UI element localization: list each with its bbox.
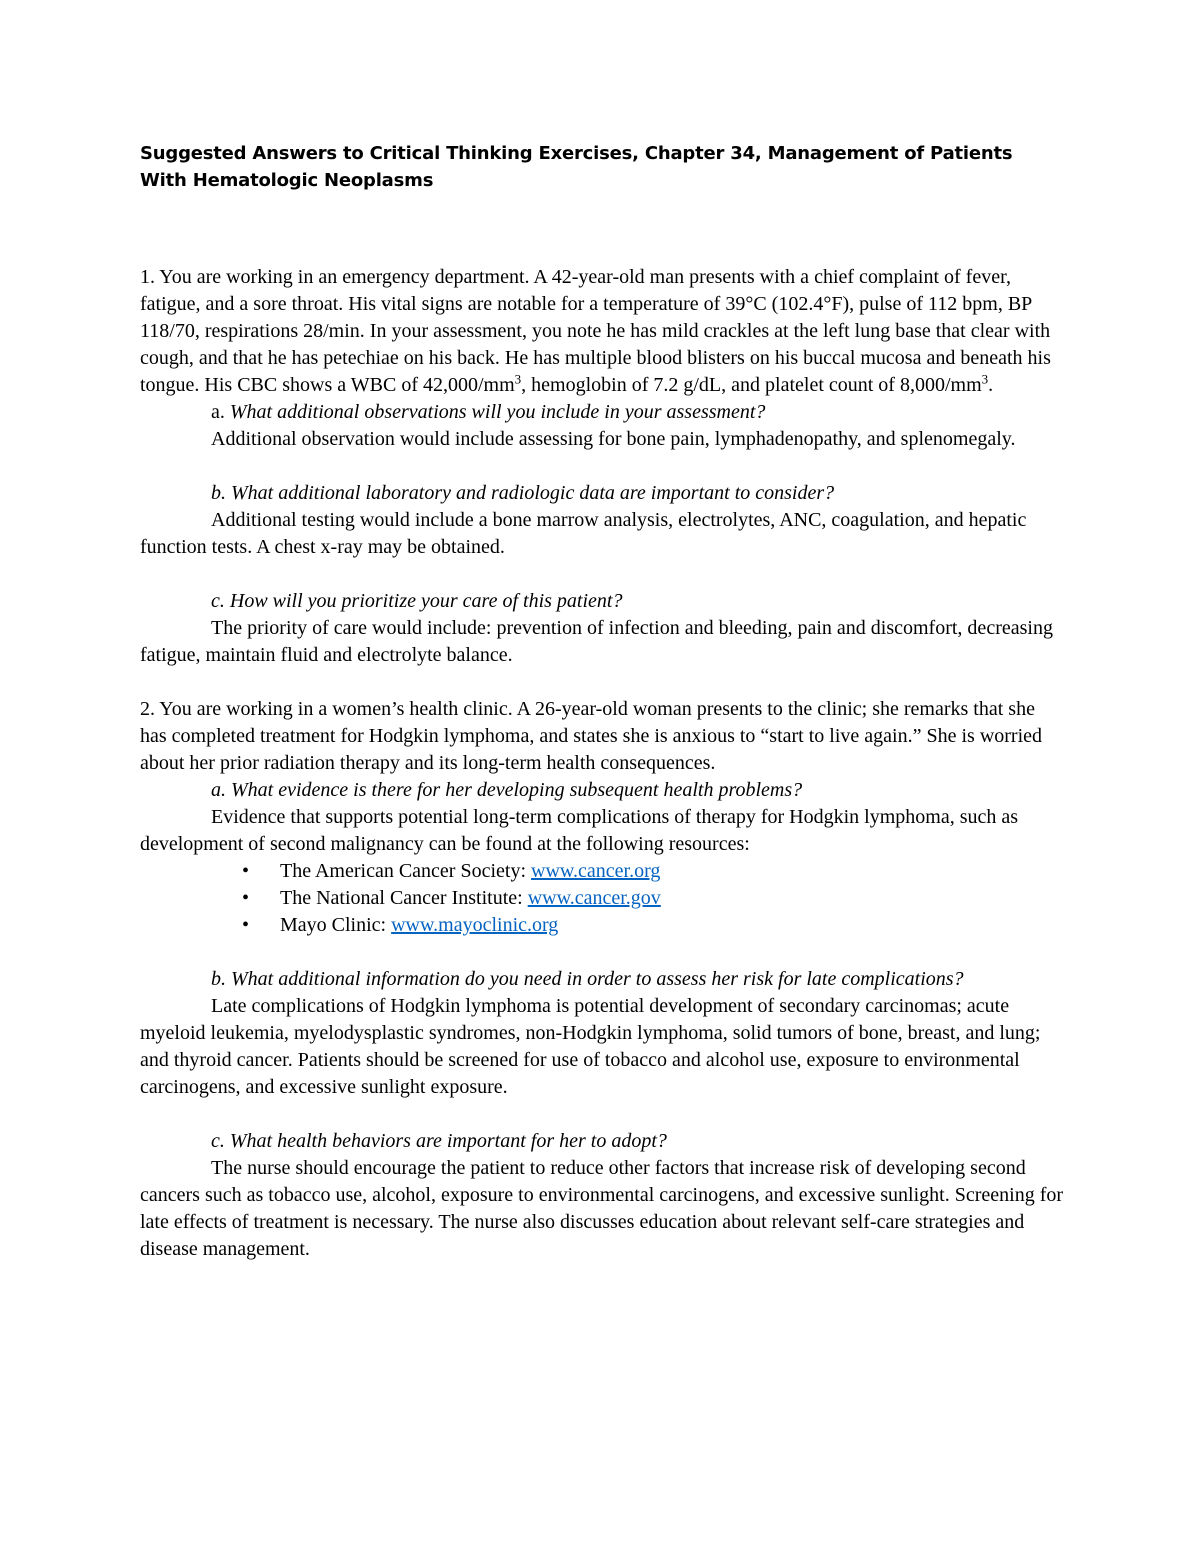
q2a-answer: Evidence that supports potential long-term complications of therapy for Hodgkin lymphoma, such as development of second malignancy can be found at the following resources: bbox=[140, 806, 1019, 855]
q2-scenario: 2. You are working in a women’s health clinic. A 26-year-old woman presents to the clinic; she remarks that she has completed treatment for Hodgkin lymphoma, and states she is anxious to “start to live again.” She is worried about her prior radiation therapy and its long-term health consequences. bbox=[140, 698, 1043, 774]
document-body bbox=[140, 140, 1065, 1263]
q1a-question bbox=[140, 399, 1065, 426]
resource-link-cancer-org[interactable]: www.cancer.org bbox=[531, 860, 661, 882]
resource-label: The National Cancer Institute: bbox=[280, 887, 528, 909]
bullet-icon: • bbox=[242, 914, 250, 936]
q1b-answer: Additional testing would include a bone marrow analysis, electrolytes, ANC, coagulation, and hepatic function tests. A chest x-ray may be obtained. bbox=[140, 509, 1027, 558]
resource-item bbox=[242, 858, 1065, 885]
resource-item bbox=[242, 912, 1065, 939]
q2c-question: c. What health behaviors are important for her to adopt? bbox=[211, 1130, 667, 1152]
q2a-question: a. What evidence is there for her developing subsequent health problems? bbox=[211, 779, 803, 801]
q1-scenario-text-a: 1. You are working in an emergency department. A 42-year-old man presents with a chief complaint of fever, fatigue, and a sore throat. His vital signs are notable for a temperature of 39°C (102.4°F), pulse of 112 bpm, BP 118/70, respirations 28/min. In your assessment, you note he has mild crackles at the left lung base that clear with cough, and that he has petechiae on his back. He has multiple blood blisters on his buccal mucosa and beneath his tongue. His CBC shows a WBC of 42,000/mm bbox=[140, 266, 1051, 396]
resource-item bbox=[242, 885, 1065, 912]
q2b-question: b. What additional information do you need in order to assess her risk for late complications? bbox=[211, 968, 964, 990]
q1a-prefix: a. bbox=[211, 401, 230, 423]
resource-list bbox=[140, 858, 1065, 939]
q1-superscript-1: 3 bbox=[514, 371, 522, 387]
q1a-answer: Additional observation would include assessing for bone pain, lymphadenopathy, and splenomegaly. bbox=[211, 428, 1016, 450]
q1-scenario-text-b: , hemoglobin of 7.2 g/dL, and platelet count of 8,000/mm bbox=[521, 374, 982, 396]
q1-superscript-2: 3 bbox=[981, 371, 989, 387]
q1c-answer: The priority of care would include: prevention of infection and bleeding, pain and discomfort, decreasing fatigue, maintain fluid and electrolyte balance. bbox=[140, 617, 1053, 666]
q2c-answer: The nurse should encourage the patient to reduce other factors that increase risk of developing second cancers such as tobacco use, alcohol, exposure to environmental carcinogens, and excessive sunlight. Screening for late effects of treatment is necessary. The nurse also discusses education about relevant self-care strategies and disease management. bbox=[140, 1157, 1064, 1260]
resource-label: The American Cancer Society: bbox=[280, 860, 532, 882]
resource-link-mayoclinic[interactable]: www.mayoclinic.org bbox=[391, 914, 559, 936]
q1-scenario-text-c: . bbox=[988, 374, 994, 396]
bullet-icon: • bbox=[242, 860, 250, 882]
q2b-answer: Late complications of Hodgkin lymphoma is potential development of secondary carcinomas; acute myeloid leukemia, myelodysplastic syndromes, non-Hodgkin lymphoma, solid tumors of bone, breast, and lung; and thyroid cancer. Patients should be screened for use of tobacco and alcohol use, exposure to environmental carcinogens, and excessive sunlight exposure. bbox=[140, 995, 1041, 1098]
q1-scenario bbox=[140, 264, 1065, 399]
q1a-question-text: What additional observations will you include in your assessment? bbox=[229, 401, 766, 423]
q1c-question: c. How will you prioritize your care of this patient? bbox=[211, 590, 623, 612]
q1b-question: b. What additional laboratory and radiologic data are important to consider? bbox=[211, 482, 835, 504]
resource-label: Mayo Clinic: bbox=[280, 914, 392, 936]
resource-link-cancer-gov[interactable]: www.cancer.gov bbox=[527, 887, 661, 909]
bullet-icon: • bbox=[242, 887, 250, 909]
document-title: Suggested Answers to Critical Thinking Exercises, Chapter 34, Management of Patients With Hematologic Neoplasms bbox=[140, 143, 1013, 191]
